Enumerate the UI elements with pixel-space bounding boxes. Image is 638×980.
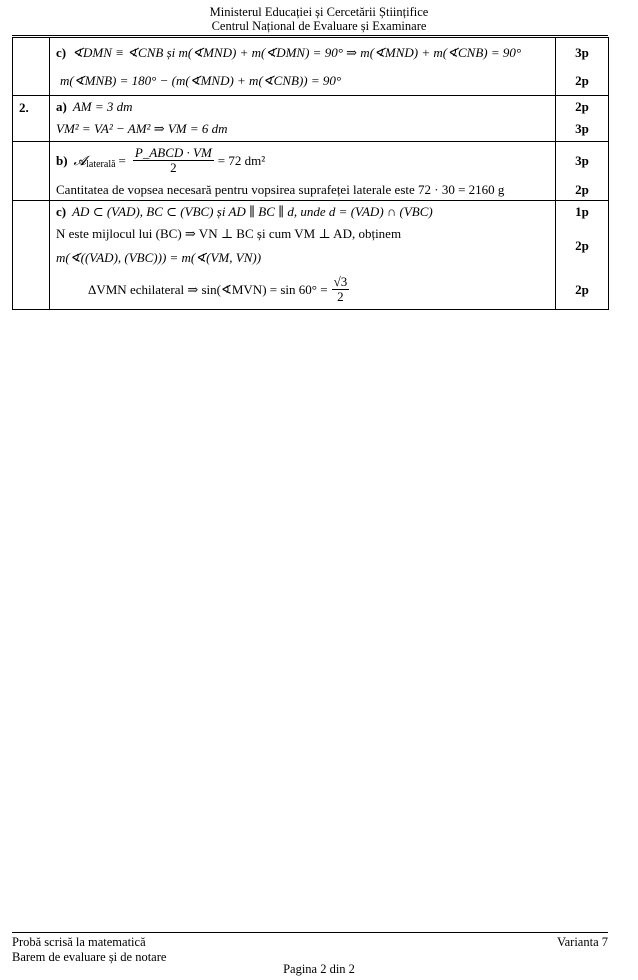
exercise-number-cell	[13, 96, 50, 142]
solution-cell	[50, 142, 556, 201]
footer-left	[12, 935, 166, 965]
math-expression: m(∢MNB) = 180° − (m(∢MND) + m(∢CNB)) = 90°	[60, 73, 342, 88]
exam-name: Probă scrisă la matematică	[12, 935, 146, 949]
solution-cell	[50, 38, 556, 96]
points-value: 3p	[575, 152, 589, 168]
math-expression: ∢DMN ≡ ∢CNB și m(∢MND) + m(∢DMN) = 90° ⇒ m(∢MND) + m(∢CNB) = 90°	[72, 44, 522, 60]
points-value: 3p	[575, 44, 589, 60]
lateral-area-subscript: laterală	[86, 159, 116, 170]
lateral-area-symbol: 𝓐	[73, 152, 87, 168]
solution-text: N este mijlocul lui (BC) ⇒ VN ⊥ BC și cum VM ⊥ AD, obținem	[56, 226, 402, 241]
center-name: Centrul Național de Evaluare și Examinare	[211, 19, 427, 33]
exercise-number-cell	[13, 142, 50, 201]
table-row	[13, 96, 609, 142]
math-expression: AM = 3 dm	[72, 98, 133, 114]
fraction-numerator: √3	[333, 274, 348, 289]
subpoint-label: b)	[56, 152, 68, 168]
document-type: Barem de evaluare și de notare	[12, 950, 167, 964]
math-expression: VM² = VA² − AM² ⇒ VM = 6 dm	[56, 121, 228, 136]
fraction	[332, 275, 350, 304]
page-header	[0, 5, 638, 33]
grading-table	[12, 37, 609, 310]
subpoint-label: a)	[56, 98, 67, 114]
solution-cell	[50, 201, 556, 310]
math-expression: AD ⊂ (VAD), BC ⊂ (VBC) și AD ∥ BC ∥ d, unde d = (VAD) ∩ (VBC)	[72, 203, 433, 219]
variant-label: Varianta 7	[556, 935, 608, 949]
points-value: 1p	[575, 203, 589, 219]
fraction-numerator: P_ABCD · VM	[134, 145, 212, 160]
table-row	[13, 201, 609, 310]
solution-line	[50, 142, 555, 179]
exercise-number-cell	[13, 38, 50, 96]
exercise-number-cell	[13, 201, 50, 310]
solution-cell	[50, 96, 556, 142]
table-row	[13, 38, 609, 96]
points-value: 2p	[575, 238, 589, 253]
solution-text: Cantitatea de vopsea necesară pentru vopsirea suprafeței laterale este 72 · 30 = 2160 g	[56, 181, 505, 197]
points-value: 2p	[575, 281, 589, 297]
points-value: 3p	[575, 121, 589, 136]
solution-line	[50, 201, 555, 222]
solution-line	[50, 117, 555, 141]
points-value: 2p	[575, 98, 589, 114]
exercise-number: 2.	[19, 100, 29, 115]
points-cell	[556, 201, 609, 310]
fraction-denominator: 2	[337, 289, 344, 304]
points-value: 2p	[575, 73, 589, 88]
fraction	[133, 146, 214, 175]
solution-line	[50, 222, 555, 246]
math-expression: ΔVMN echilateral ⇒ sin(∢MVN) = sin 60° =	[88, 281, 328, 297]
equals-sign: =	[118, 152, 126, 168]
points-value: 2p	[575, 181, 589, 197]
points-cell	[556, 96, 609, 142]
solution-line	[50, 246, 555, 270]
solution-line	[50, 270, 555, 309]
solution-line	[50, 179, 555, 200]
points-cell	[556, 142, 609, 201]
solution-line	[50, 96, 555, 117]
math-expression: m(∢((VAD), (VBC))) = m(∢(VM, VN))	[56, 250, 262, 265]
math-expression: = 72 dm²	[217, 152, 266, 168]
table-row	[13, 142, 609, 201]
subpoint-label: c)	[56, 203, 67, 219]
solution-line	[50, 38, 555, 67]
points-cell	[556, 38, 609, 96]
page-number: Pagina 2 din 2	[283, 962, 355, 976]
solution-line	[50, 67, 555, 95]
subpoint-label: c)	[56, 44, 67, 60]
header-divider	[12, 35, 608, 36]
footer-divider	[12, 932, 608, 933]
fraction-denominator: 2	[170, 160, 177, 175]
ministry-name: Ministerul Educației și Cercetării Științifice	[209, 5, 429, 19]
